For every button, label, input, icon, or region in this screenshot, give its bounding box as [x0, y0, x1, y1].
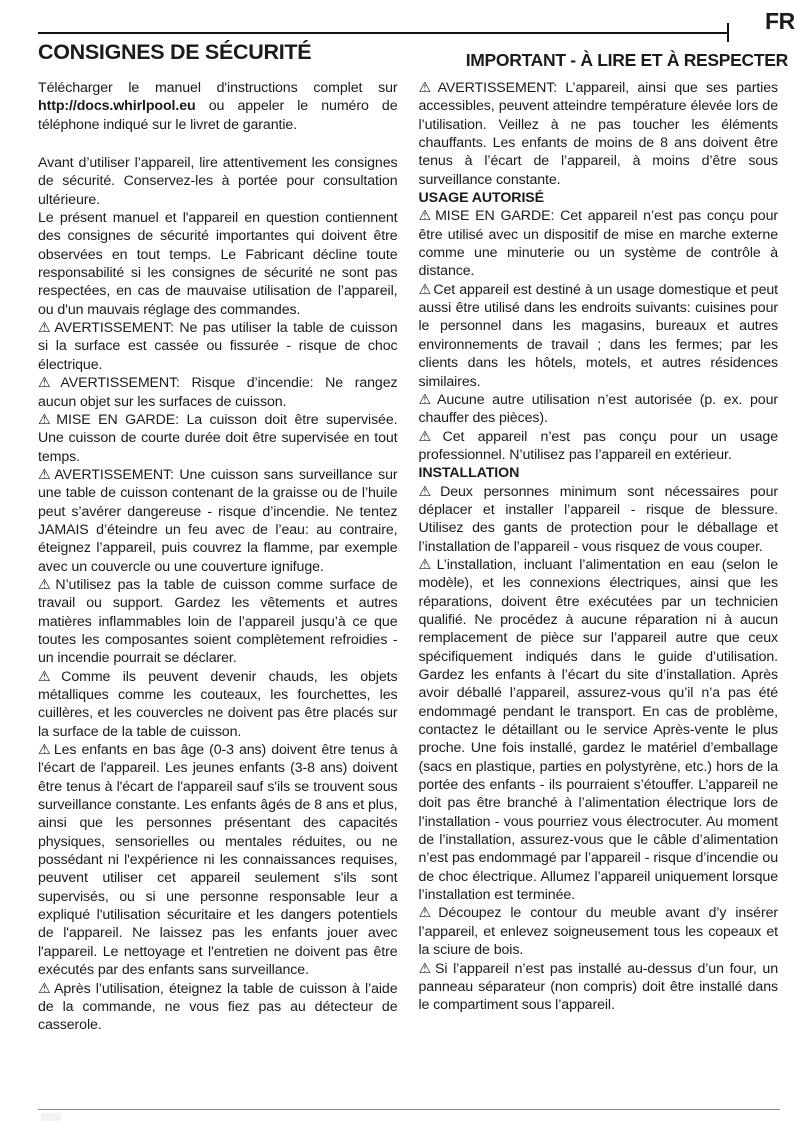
text-run: Avant d’utiliser l’appareil, lire attentivement les consignes de sécurité. Conservez-les à portée pour consultation ultérieure. — [38, 155, 398, 208]
warning-icon: ⚠ — [38, 411, 55, 428]
warning-icon: ⚠ — [38, 668, 60, 685]
text-run: AVERTISSEMENT: Une cuisson sans surveillance sur une table de cuisson contenant de la graisse ou de l’huile peut s’avérer dangereuse - risque d’incendie. Ne tentez JAMAIS d’éteindre un feu avec de l’eau: au contraire, éteignez l’appareil, puis couvrez la flamme, par exemple avec un couvercle ou une couverture ignifuge. — [38, 466, 398, 575]
text-run: AVERTISSEMENT: L’appareil, ainsi que ses parties accessibles, peuvent atteindre température élevée lors de l’utilisation. Veillez à ne pas toucher les éléments chauffants. Les enfants de moins de 8 ans doivent être tenus à l’écart de l’appareil, à moins d’être sous surveillance constante. — [418, 80, 779, 188]
text-run: Découpez le contour du meuble avant d’y insérer l’appareil, et enlevez soigneusement tous les copeaux et la sciure de bois. — [418, 905, 778, 959]
left-column — [38, 79, 398, 1035]
warning-icon: ⚠ — [38, 576, 54, 593]
warning-icon: ⚠ — [418, 80, 436, 96]
warning-paragraph — [38, 319, 398, 374]
warning-paragraph — [419, 483, 779, 556]
paragraph — [38, 154, 398, 209]
text-run: Aucune autre utilisation n’est autorisée (p. ex. pour chauffer des pièces). — [418, 391, 778, 427]
footer-rule — [38, 1109, 780, 1110]
text-run: INSTALLATION — [418, 465, 520, 482]
warning-paragraph — [38, 374, 398, 411]
language-badge: FR — [764, 8, 795, 34]
warning-paragraph — [38, 466, 398, 576]
warning-icon: ⚠ — [38, 320, 53, 337]
warning-icon: ⚠ — [418, 428, 441, 445]
warning-icon: ⚠ — [418, 960, 433, 977]
page-subtitle: IMPORTANT - À LIRE ET À RESPECTER — [465, 50, 788, 70]
text-run: Si l’appareil n’est pas installé au-dessus d’un four, un panneau séparateur (non compris) doit être installé dans le compartiment sous l’appareil. — [418, 960, 778, 1014]
footer-faint-mark — [41, 1113, 61, 1121]
text-run: Comme ils peuvent devenir chauds, les objets métalliques comme les couteaux, les fourchettes, les cuillères, et les couvercles ne doivent pas être placés sur la surface de la table de cuisson. — [38, 668, 398, 740]
text-run: Deux personnes minimum sont nécessaires pour déplacer et installer l’appareil - risque de blessure. Utilisez des gants de protection pour le déballage et l’installation de l’appareil - vous risquez de vous couper. — [418, 483, 778, 555]
warning-icon: ⚠ — [418, 483, 439, 500]
text-run: Télécharger le manuel d'instructions complet sur — [38, 80, 398, 96]
warning-paragraph — [419, 428, 779, 465]
warning-icon: ⚠ — [38, 742, 52, 759]
text-run: Après l’utilisation, éteignez la table de cuisson à l’aide de la commande, ne vous fiez pas au détecteur de casserole. — [38, 980, 398, 1034]
text-run: Cet appareil est destiné à un usage domestique et peut aussi être utilisé dans les endroits suivants: cuisines pour le personnel dans les magasins, bureaux et autres environnements de travail ; dans les fermes; par les clients dans les hôtels, motels, et autres résidences similaires. — [418, 281, 778, 390]
warning-paragraph — [419, 904, 779, 959]
text-run: Les enfants en bas âge (0-3 ans) doivent être tenus à l'écart de l'appareil. Les jeunes enfants (3-8 ans) doivent être tenus à l'écart de l'appareil sauf s'ils se trouvent sous surveillance constante. Les enfants âgés de 8 ans et plus, ainsi que les personnes présentant des capacités physiques, sensorielles ou mentales réduites, ou ne possédant ni l'expérience ni les connaissances requises, peuvent utiliser cet appareil seulement s'ils sont supervisés, ou si une personne responsable leur a expliqué l'utilisation sécuritaire et les dangers potentiels de l'appareil. Ne laissez pas les enfants jouer avec l'appareil. Le nettoyage et l'entretien ne doivent pas être exécutés par des enfants sans surveillance. — [38, 742, 398, 979]
warning-paragraph — [419, 79, 779, 189]
warning-icon: ⚠ — [418, 905, 437, 922]
text-run: MISE EN GARDE: La cuisson doit être supervisée. Une cuisson de courte durée doit être supervisée en tout temps. — [38, 411, 398, 465]
text-run: ou appeler le numéro de téléphone indiqué sur le livret de garantie. — [38, 98, 398, 133]
warning-icon: ⚠ — [418, 281, 432, 298]
text-run: AVERTISSEMENT: Ne pas utiliser la table de cuisson si la surface est cassée ou fissurée - risque de choc électrique. — [38, 320, 398, 373]
right-column — [419, 79, 779, 1035]
warning-icon: ⚠ — [418, 556, 435, 573]
text-run: AVERTISSEMENT: Risque d’incendie: Ne rangez aucun objet sur les surfaces de cuisson. — [38, 375, 398, 410]
warning-paragraph — [38, 411, 398, 466]
warning-paragraph — [38, 576, 398, 668]
text-run: MISE EN GARDE: Cet appareil n’est pas conçu pour être utilisé avec un dispositif de mise en marche externe comme une minuterie ou un système de contrôle à distance. — [418, 208, 778, 280]
manual-url: http://docs.whirlpool.eu — [38, 98, 196, 115]
warning-paragraph — [38, 980, 398, 1035]
section-heading — [419, 189, 779, 207]
text-run: Cet appareil n’est pas conçu pour un usage professionnel. N’utilisez pas l’appareil en extérieur. — [418, 428, 778, 463]
warning-icon: ⚠ — [38, 980, 52, 997]
text-run: Le présent manuel et l'appareil en question contiennent des consignes de sécurité importantes qui doivent être observées en tout temps. Le Fabricant décline toute responsabilité si les consignes de sécurité ne sont pas respectées, en cas de mauvaise utilisation de l’appareil, ou d'un mauvais réglage des commandes. — [38, 210, 398, 318]
paragraph-gap — [38, 134, 398, 154]
warning-icon: ⚠ — [38, 466, 53, 483]
warning-paragraph — [419, 207, 779, 280]
page-title: CONSIGNES DE SÉCURITÉ — [38, 40, 312, 64]
warning-paragraph — [38, 741, 398, 979]
warning-icon: ⚠ — [418, 391, 435, 408]
section-heading — [419, 464, 779, 482]
paragraph — [38, 209, 398, 319]
warning-icon: ⚠ — [38, 375, 59, 392]
text-run: N’utilisez pas la table de cuisson comme surface de travail ou support. Gardez les vêtements et autres matières inflammables loin de l’appareil jusqu’à ce que toutes les composantes soient complètement refroidies - un incendie pourrait se déclarer. — [38, 576, 398, 667]
warning-paragraph — [38, 668, 398, 741]
warning-paragraph — [419, 281, 779, 391]
text-run: L’installation, incluant l’alimentation en eau (selon le modèle), et les connexions électriques, ainsi que les réparations, doivent être exécutées par un technicien qualifié. Ne procédez à aucune réparation ni à aucun remplacement de pièce sur l’appareil autre que ceux spécifiquement indiqués dans le guide d’utilisation. Gardez les enfants à l’écart du site d’installation. Après avoir déballé l’appareil, assurez-vous qu’il n’a pas été endommagé pendant le transport. En cas de problème, contactez le détaillant ou le service Après-vente le plus proche. Une fois installé, gardez le matériel d’emballage (sacs en plastique, parties en polystyrène, etc.) hors de la portée des enfants - ils pourraient s’étouffer. L’appareil ne doit pas être branché à l’alimentation électrique lors de l’installation - vous pourriez vous électrocuter. Au moment de l’installation, assurez-vous que le câble d’alimentation n’est pas endommagé par l’appareil - risque d’incendie ou de choc électrique. Allumez l’appareil uniquement lorsque l’installation est terminée. — [418, 556, 778, 904]
warning-paragraph — [419, 556, 779, 905]
paragraph — [38, 79, 398, 134]
two-column-body — [38, 79, 778, 1035]
header-rule-end-tick — [727, 23, 729, 42]
warning-paragraph — [419, 391, 779, 428]
header-rule — [38, 32, 728, 34]
warning-paragraph — [419, 960, 779, 1015]
warning-icon: ⚠ — [418, 208, 434, 225]
text-run: USAGE AUTORISÉ — [418, 190, 545, 207]
